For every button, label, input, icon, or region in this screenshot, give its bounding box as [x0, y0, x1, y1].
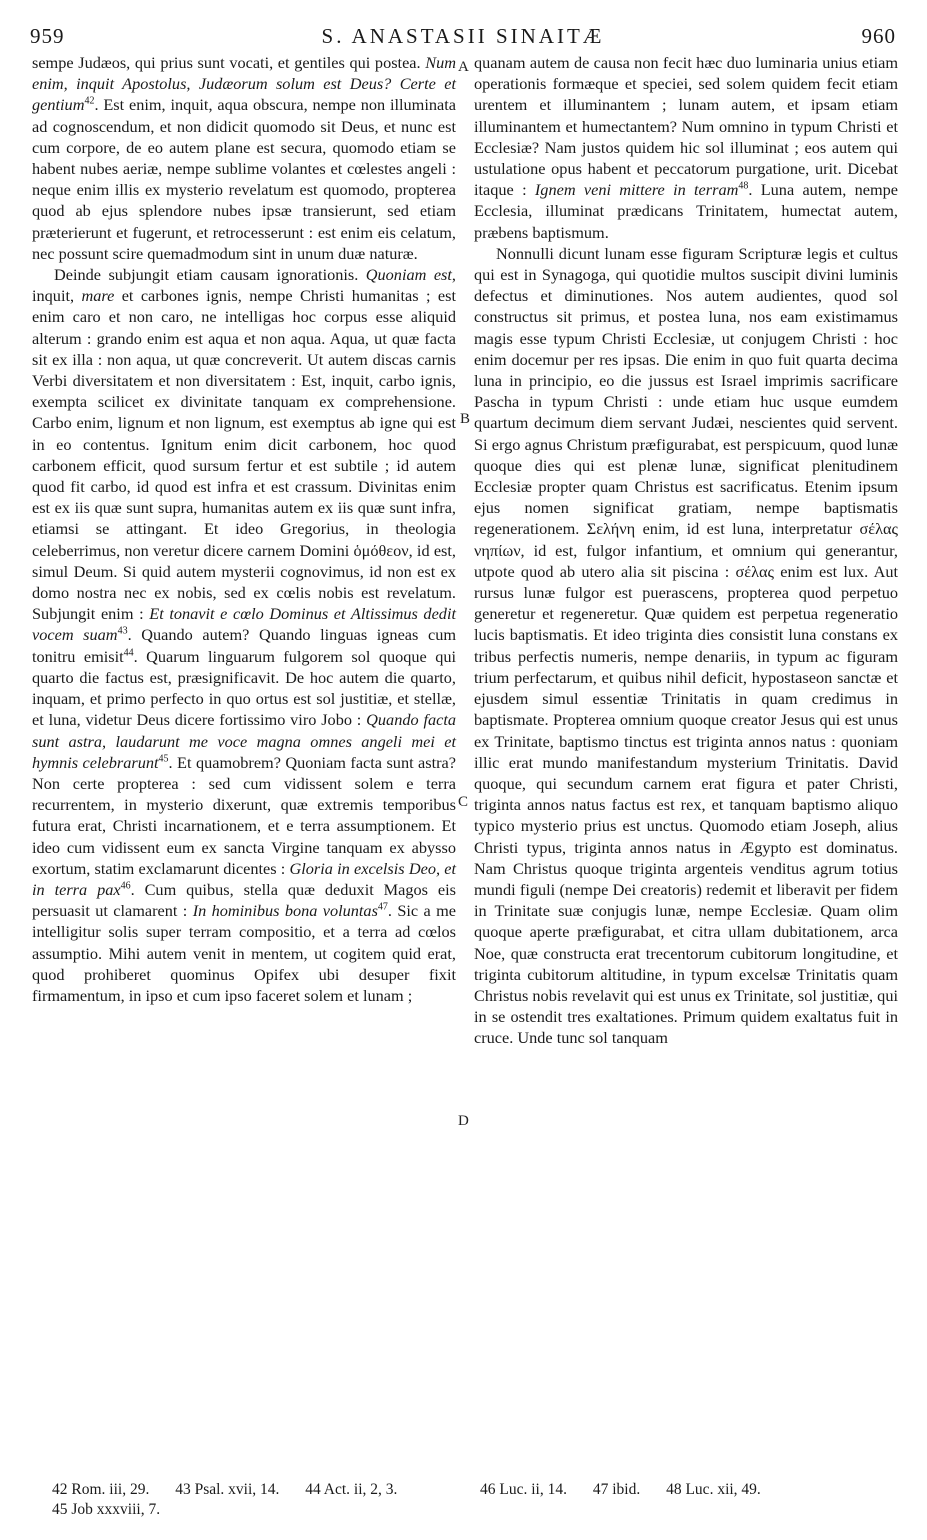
- right-column: [474, 52, 898, 1049]
- margin-letter-a: A: [458, 59, 469, 75]
- page-header: [30, 22, 896, 50]
- footnote: 48 Luc. xii, 49.: [666, 1481, 761, 1498]
- footnote: 45 Job xxxviii, 7.: [52, 1501, 161, 1518]
- paragraph: sempe Judæos, qui prius sunt vocati, et gentiles qui postea. Num enim, inquit Apostolus, Judæorum solum est Deus? Certe et gentium$^{42}$. Est enim, inquit, aqua obscura, nempe non illuminata ad cognoscendum, et non didicit quomodo sit Deus, et nunc est cum corpore, de eo autem plane est secura, quomodo etiam se habent nubes aeriæ, nempe sublime volantes et cœlestes angeli : neque enim illis ex mysterio revelatum est quomodo, propterea quod ab ejus splendore nubes ipsæ transierunt, sed etiam præterierunt et fugerunt, et retrocesserunt : est enim eis celatum, nec possunt scire quemadmodum sint in unum duæ naturæ.: [32, 53, 456, 263]
- left-column: [32, 52, 456, 1006]
- footnote: 43 Psal. xvii, 14.: [175, 1481, 280, 1498]
- footnote: 46 Luc. ii, 14.: [480, 1481, 567, 1498]
- paragraph: quanam autem de causa non fecit hæc duo luminaria unius etiam operationis formæque et speciei, sed solem quidem fecit etiam urentem et illuminantem ; lunam autem, et ipsam etiam illuminantem et humectantem? Num omnino in typum Christi et Ecclesiæ? Nam justos quidem hic sol illuminat ; eos autem qui ustulatione opus habent et peccatorum purgatione, urit. Dicebat itaque : Ignem veni mittere in terram$^{48}$. Luna autem, nempe Ecclesia, illuminat prædicans Trinitatem, humectat autem, præbens baptismum.: [474, 53, 898, 242]
- paragraph: Nonnulli dicunt lunam esse figuram Scripturæ legis et cultus qui est in Synagoga, qui quotidie multos suscipit divini luminis defectus et diminutiones. Nos autem audientes, quod sol constructus sit primus, et postea luna, nos eam existimamus magis esse typum Christi Ecclesiæ, ut conjugem Christi : hoc enim docemur per res ipsas. Die enim in quo fuit quarta decima luna in principio, eo die jussus est Israel imprimis sacrificare Pascha in typum Christi : unde etiam huc usque eumdem quartum decimum diem servant Judæi, nescientes quid servent. Si ergo agnus Christum præfigurabat, est perspicuum, quod lunæ quoque dies qui est plenæ lunæ, significat plenitudinem Ecclesiæ propter quam Christus est sacrificatus. Etenim ipsum ejus nomen significat gratiam, nempe baptismatis regenerationem. Σελήνη enim, id est luna, interpretatur σέλας νηπίων, id est, fulgor infantium, et omnium qui generantur, utpote quod ab utero alia sit piscina : σέλας enim est lux. Aut rursus lunæ fulgor est puerascens, propterea quod perpetuo generetur et regeneretur. Quæ quidem est perpetua regeneratio lucis baptismatis. Et ideo triginta dies consistit luna constans ex tribus perfectis numeris, nempe denariis, in typum ac figuram trium perfectarum, et quibus nihil deficit, hypostaseon sanctæ et ejusdem simul essentiæ Trinitatis in quam credimus in baptismate. Propterea omnium quoque creator Jesus qui est unus ex Trinitate, baptismo tinctus est triginta annos natus : quoniam illic erat mundo manifestandum mysterium Trinitatis. David quoque, qui secundum carnem erat figura et pater Christi, triginta annos natus factus est rex, et tanquam baptismo aliquo typico mysterio prius est unctus. Quomodo etiam Joseph, alius Christi typus, triginta annos natus in Ægypto est dominatus. Nam Christus quoque triginta argenteis venditus agrum totius mundi figuli (nempe Dei creatoris) redemit et liberavit per fidem in Trinitate suæ conjugis lunæ, nempe Ecclesiæ. Quam olim quoque aperte præfigurabat, et citra ullam dubitationem, arca Noe, quæ constructa erat trecentorum cubitorum longitudine, et triginta cubitorum altitudine, in typum excelsæ Trinitatis quam Christus nobis revelavit qui est unus ex Trinitate, sol justitiæ, qui in se ostendit tres exaltationes. Primum quidem exaltatus fuit in cruce. Unde tunc sol tanquam: [474, 243, 898, 1048]
- page-number-left: 959: [30, 24, 65, 48]
- paragraph: Deinde subjungit etiam causam ignorationis. Quoniam est, inquit, mare et carbones ignis, nempe Christi humanitas ; est enim caro et non caro, ne intelligas hoc corpus esse aliquid alterum : grando enim est aqua et non aqua. Aqua, ut quæ facta sit ex illa : non aqua, ut quæ concreverit. Ut autem discas carnis Verbi diversitatem et non diversitatem : Est, inquit, carbo ignis, exempta scilicet ex divinitate tanquam ex comprehensione. Carbo enim, lignum et non lignum, est exemptus ab igne qui est in eo contentus. Ignitum enim dicit carbonem, hoc quod carbonem efficit, quod sursum fertur et est subtile ; id autem quod fit carbo, id quod est infra et est crassum. Divinitas enim est ex iis quæ sunt supra, humanitas autem ex iis quæ sunt infra, etiamsi se attingant. Et ideo Gregorius, in theologia celeberrimus, non veretur dicere carnem Domini ὁμόθεον, id est, simul Deum. Si quid autem mysterii cognovimus, id non est ex domo nostra nec ex nobis, sed ex cœlis nobis est revelatum. Subjungit enim : Et tonavit e cœlo Dominus et Altissimus dedit vocem suam$^{43}$. Quando autem? Quando linguas igneas cum tonitru emisit$^{44}$. Quarum linguarum fulgorem sol quoque qui quarto die factus est, præsignificavit. De hoc autem die quarto, inquam, et primo perfecto in quo ortus est sol justitiæ, et stellæ, et luna, videtur Deus dicere fortissimo viro Jobo : Quando facta sunt astra, laudarunt me voce magna omnes angeli mei et hymnis celebrarunt$^{45}$. Et quamobrem? Quoniam facta sunt astra? Non certe propterea : sed cum vidissent solem e terra recurrentem, in mysterio dixerunt, quæ extremis temporibus futura erat, Christi incarnationem, et e terra assumptionem. Et ideo cum vidissent eum ex sancta Virgine tanquam ex abysso exortum, statim exclamarunt dicentes : Gloria in excelsis Deo, et in terra pax$^{46}$. Cum quibus, stella quæ deduxit Magos eis persuasit ut clamarent : In hominibus bona voluntas$^{47}$. Sic a me intelligitur solis super terram compositio, et a terra ad cœlos assumptio. Mihi autem venit in mentem, ut cogitem quid erat, quod prohiberet quominus Opifex ubi desuper fixit firmamentum, in ipso et cum ipso faceret solem et lunam ;: [32, 265, 457, 1005]
- margin-letter-c: C: [458, 794, 469, 810]
- footnote: 44 Act. ii, 2, 3.: [305, 1481, 398, 1498]
- footnotes-left: [52, 1480, 462, 1520]
- footnote: 42 Rom. iii, 29.: [52, 1481, 150, 1498]
- footnotes-right: [480, 1480, 896, 1500]
- margin-letter-d: D: [458, 1113, 469, 1129]
- footnote: 47 ibid.: [592, 1481, 641, 1498]
- margin-letter-b: B: [460, 411, 471, 427]
- running-title: S. ANASTASII SINAITÆ: [321, 24, 605, 48]
- page-number-right: 960: [861, 24, 896, 48]
